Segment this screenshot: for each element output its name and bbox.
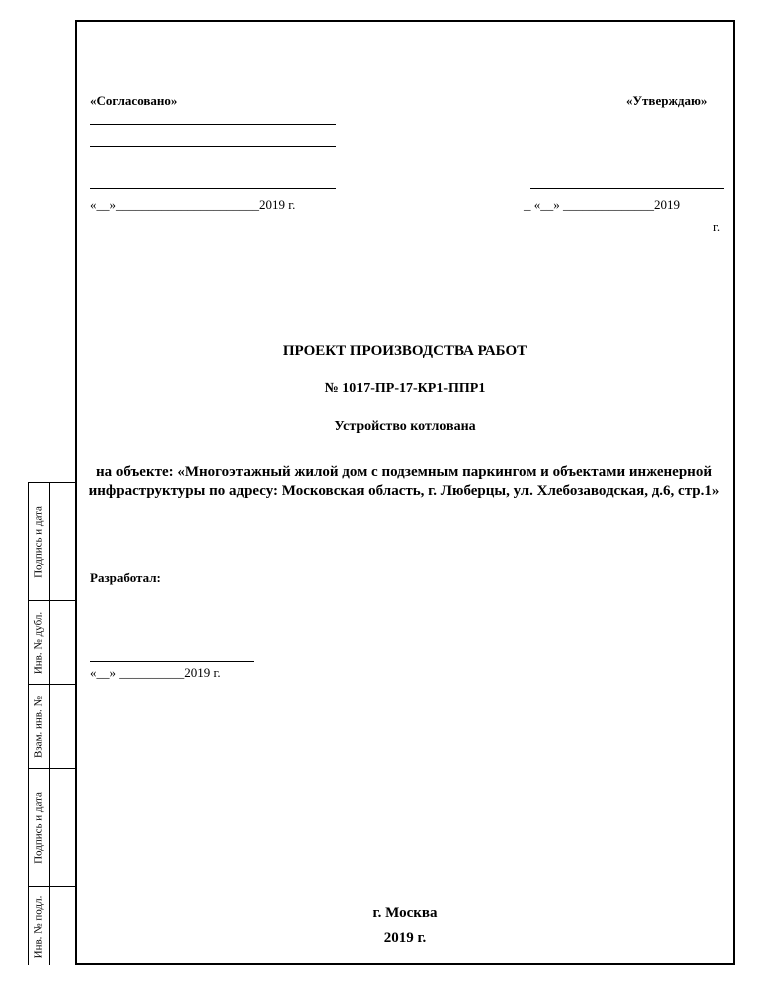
agreed-date: «__»______________________2019 г. bbox=[90, 197, 296, 212]
side-label: Инв. № дубл. bbox=[32, 611, 45, 675]
side-cell-duplicate-inventory bbox=[29, 601, 75, 685]
side-cell-signature-date-top bbox=[29, 483, 75, 601]
approve-label: «Утверждаю» bbox=[626, 93, 708, 108]
side-label: Подпись и дата bbox=[32, 506, 45, 578]
agreed-signature-line-2 bbox=[90, 146, 336, 147]
side-cell-replacement-inventory bbox=[29, 685, 75, 769]
side-label: Подпись и дата bbox=[32, 792, 45, 864]
approve-signature-line bbox=[530, 188, 724, 189]
side-cell-signature-date-bottom bbox=[29, 769, 75, 887]
developer-label: Разработал: bbox=[90, 570, 161, 585]
developer-signature-line bbox=[90, 661, 254, 662]
object-description: на объекте: «Многоэтажный жилой дом с подземным паркингом и объектами инженерной инфраструктуры по адресу: Московская область, г. Люберцы, ул. Хлебозаводская, д.6, стр.1» bbox=[88, 464, 720, 499]
agreed-label: «Согласовано» bbox=[90, 93, 178, 108]
approve-date: _ «__» ______________2019 bbox=[524, 197, 680, 212]
agreed-signature-line-1 bbox=[90, 124, 336, 125]
approve-date-year-suffix: г. bbox=[713, 219, 721, 234]
footer-year: 2019 г. bbox=[383, 930, 427, 946]
document-number: № 1017-ПР-17-КР1-ППР1 bbox=[324, 381, 486, 396]
side-cell-original-inventory bbox=[29, 887, 75, 966]
developer-date: «__» __________2019 г. bbox=[90, 665, 221, 680]
agreed-signature-line-3 bbox=[90, 188, 336, 189]
footer-city: г. Москва bbox=[372, 905, 438, 921]
document-subject: Устройство котлована bbox=[334, 419, 476, 434]
side-label: Взам. инв. № bbox=[32, 696, 45, 758]
side-label: Инв. № подл. bbox=[32, 895, 45, 959]
document-heading: ПРОЕКТ ПРОИЗВОДСТВА РАБОТ bbox=[282, 343, 528, 359]
side-stamp-table bbox=[28, 482, 75, 965]
